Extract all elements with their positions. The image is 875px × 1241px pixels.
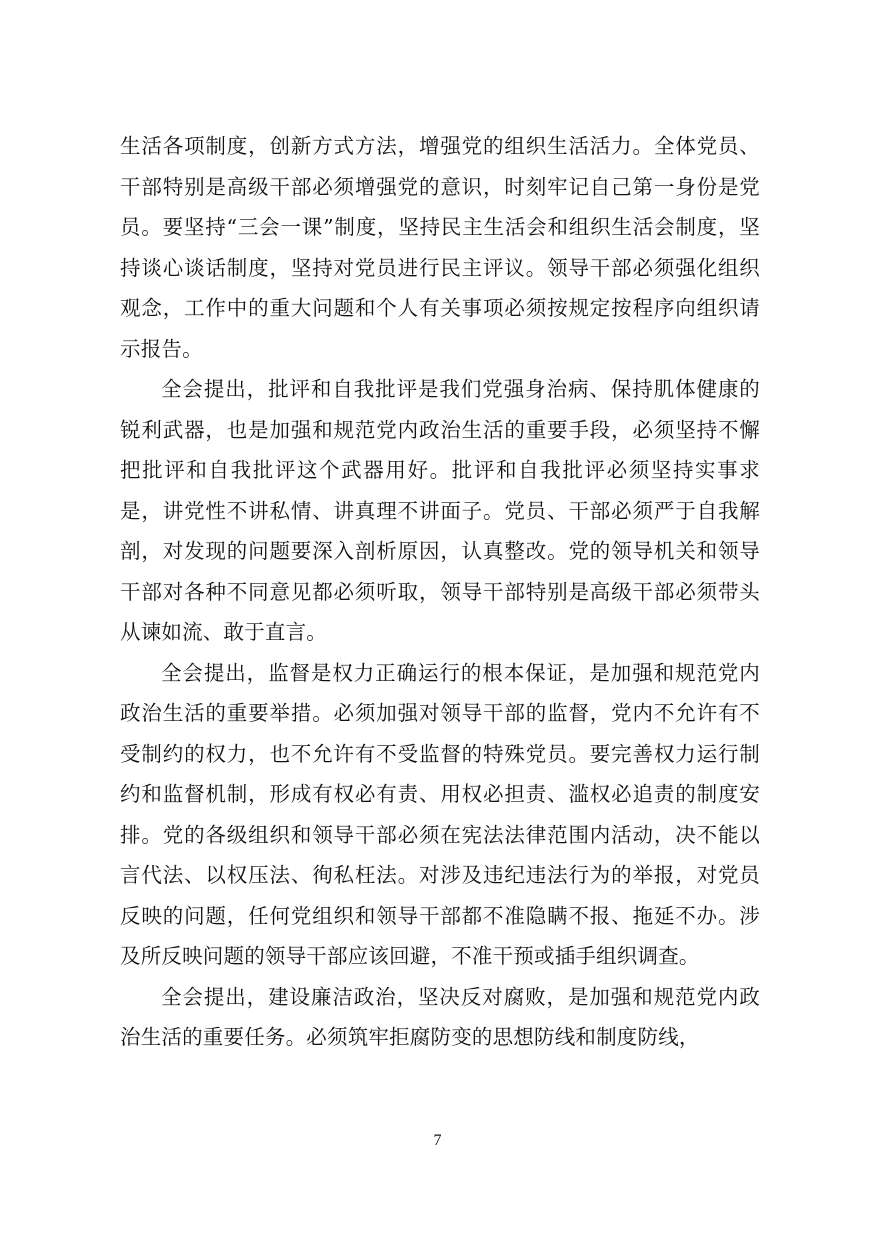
paragraph-4: 全会提出，建设廉洁政治，坚决反对腐败，是加强和规范党内政治生活的重要任务。必须筑牢拒腐防变的思想防线和制度防线， <box>120 984 760 1049</box>
paragraph-2: 全会提出，批评和自我批评是我们党强身治病、保持肌体健康的锐利武器，也是加强和规范党内政治生活的重要手段，必须坚持不懈把批评和自我批评这个武器用好。批评和自我批评必须坚持实事求是，讲党性不讲私情、讲真理不讲面子。党员、干部必须严于自我解剖，对发现的问题要深入剖析原因，认真整改。党的领导机关和领导干部对各种不同意见都必须听取，领导干部特别是高级干部必须带头从谏如流、敢于直言。 <box>120 377 760 644</box>
paragraph-3: 全会提出，监督是权力正确运行的根本保证，是加强和规范党内政治生活的重要举措。必须加强对领导干部的监督，党内不允许有不受制约的权力，也不允许有不受监督的特殊党员。要完善权力运行制约和监督机制，形成有权必有责、用权必担责、滥权必追责的制度安排。党的各级组织和领导干部必须在宪法法律范围内活动，决不能以言代法、以权压法、徇私枉法。对涉及违纪违法行为的举报，对党员反映的问题，任何党组织和领导干部都不准隐瞒不报、拖延不办。涉及所反映问题的领导干部应该回避，不准干预或插手组织调查。 <box>120 660 760 968</box>
paragraph-1: 生活各项制度，创新方式方法，增强党的组织生活活力。全体党员、干部特别是高级干部必须增强党的意识，时刻牢记自己第一身份是党员。要坚持“三会一课”制度，坚持民主生活会和组织生活会制度，坚持谈心谈话制度，坚持对党员进行民主评议。领导干部必须强化组织观念，工作中的重大问题和个人有关事项必须按规定按程序向组织请示报告。 <box>120 134 760 361</box>
page-number: 7 <box>433 1132 442 1149</box>
document-body <box>120 126 760 1058</box>
